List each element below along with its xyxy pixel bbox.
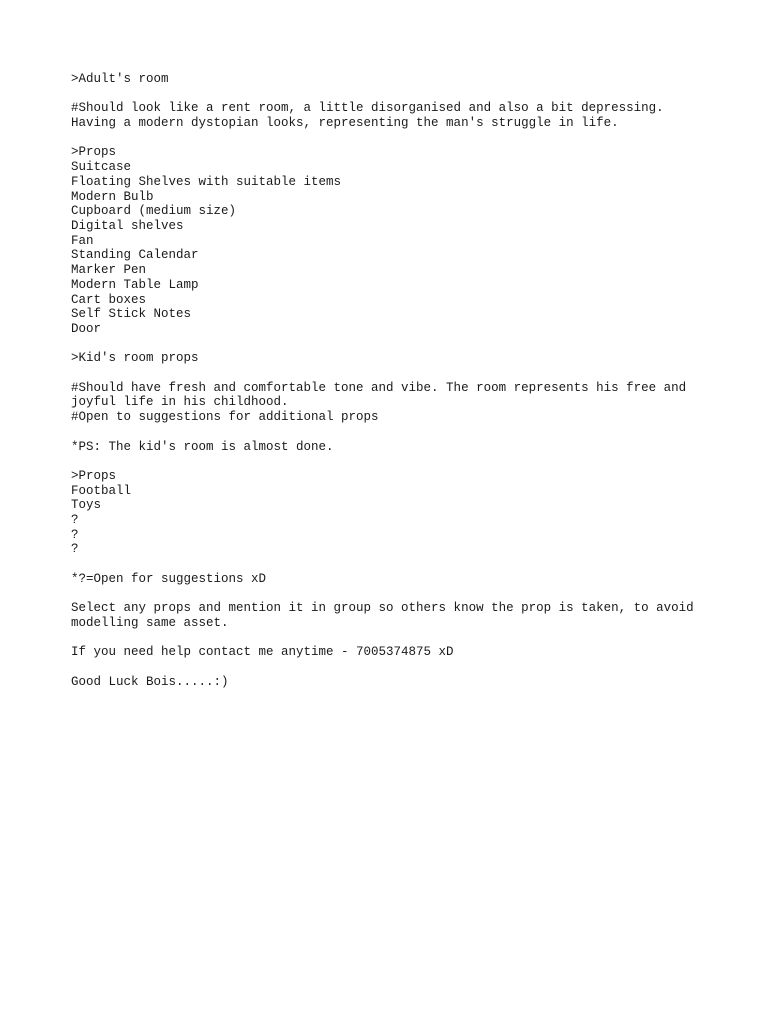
spacer [71, 587, 711, 602]
list-item: Toys [71, 498, 102, 513]
kid-room-heading: >Kid's room props [71, 351, 199, 366]
select-props-note-line-2: modelling same asset. [71, 615, 229, 630]
kid-props-heading: >Props [71, 468, 117, 483]
list-item: Modern Table Lamp [71, 277, 199, 292]
document-body [71, 72, 711, 689]
suggestions-note: *?=Open for suggestions xD [71, 571, 267, 586]
list-item: Football [71, 483, 132, 498]
adult-props-list [71, 160, 711, 336]
list-item: Digital shelves [71, 219, 184, 233]
spacer [71, 631, 711, 646]
list-item: ? [71, 513, 79, 527]
adult-props-heading: >Props [71, 145, 117, 160]
list-item: Cupboard (medium size) [71, 204, 237, 219]
adult-room-description-line-2: Having a modern dystopian looks, representing the man's struggle in life. [71, 116, 619, 131]
list-item: Modern Bulb [71, 189, 154, 204]
spacer [71, 366, 711, 381]
adult-room-description-line-1: #Should look like a rent room, a little disorganised and also a bit depressing. [71, 101, 664, 116]
spacer [71, 337, 711, 352]
kid-room-description-line-3: #Open to suggestions for additional props [71, 410, 379, 425]
kid-room-description-line-2: joyful life in his childhood. [71, 395, 289, 410]
list-item: ? [71, 527, 79, 542]
spacer [71, 454, 711, 469]
spacer [71, 87, 711, 102]
kid-room-ps-note: *PS: The kid's room is almost done. [71, 439, 334, 454]
list-item: Standing Calendar [71, 248, 199, 263]
kid-room-description-line-1: #Should have fresh and comfortable tone and vibe. The room represents his free and [71, 380, 687, 395]
list-item: Floating Shelves with suitable items [71, 174, 342, 189]
list-item: Suitcase [71, 160, 132, 175]
kid-props-list [71, 484, 711, 558]
list-item: Cart boxes [71, 292, 147, 307]
adult-room-heading: >Adult's room [71, 72, 169, 86]
select-props-note-line-1: Select any props and mention it in group so others know the prop is taken, to avoid [71, 601, 694, 616]
list-item: ? [71, 542, 79, 557]
spacer [71, 425, 711, 440]
spacer [71, 131, 711, 146]
contact-note: If you need help contact me anytime - 7005374875 xD [71, 645, 454, 660]
list-item: Fan [71, 233, 94, 248]
spacer [71, 557, 711, 572]
list-item: Door [71, 321, 102, 336]
list-item: Self Stick Notes [71, 307, 192, 322]
spacer [71, 660, 711, 675]
signoff: Good Luck Bois.....:) [71, 674, 229, 689]
list-item: Marker Pen [71, 263, 147, 278]
